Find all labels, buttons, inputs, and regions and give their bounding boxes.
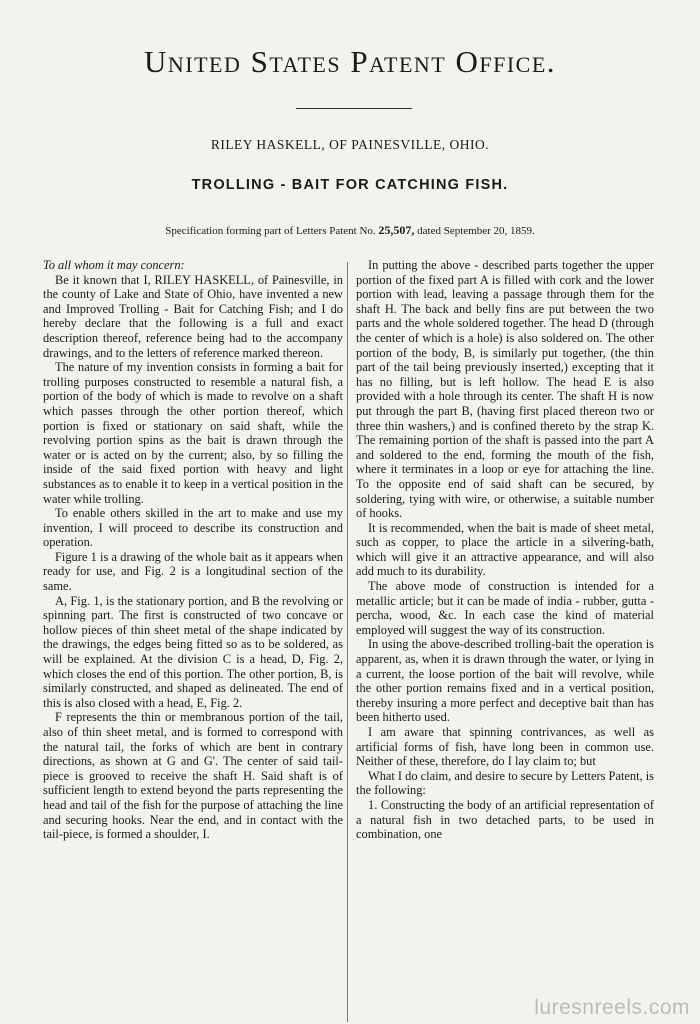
paragraph: It is recommended, when the bait is made of sheet metal, such as copper, to place the article in a silvering-bath, which will give it an attractive appearance, and will also add much to its durability. xyxy=(356,520,654,579)
claim-item: 1. Constructing the body of an artificial representation of a natural fish in two detached parts, to be used in combination, one xyxy=(356,797,654,842)
right-column xyxy=(356,258,654,842)
paragraph: A, Fig. 1, is the stationary portion, and B the revolving or spinning part. The first is constructed of two concave or hollow pieces of thin sheet metal of the shape indicated by the drawings, the edges being fitted so as to be soldered, as will be explained. At the division C is a head, D, Fig. 2, which closes the end of this portion. The other portion, B, is similarly constructed, and shaped as delineated. The end of this is also closed with a head, E, Fig. 2. xyxy=(43,593,343,710)
office-title: United States Patent Office. xyxy=(143,44,557,79)
watermark: luresnreels.com xyxy=(534,996,690,1019)
paragraph: The nature of my invention consists in forming a bait for trolling purposes constructed to resemble a natural fish, a portion of the body of which is made to revolve on a shaft which passes through the other portion thereof, which portion is fixed or stationary on said shaft, while the revolving portion spins as the bait is drawn through the water or is acted on by the current; also, by so filling the inside of the said fixed portion with heavy and light substances as to enable it to keep in a vertical position in the water while trolling. xyxy=(43,360,343,506)
invention-title: TROLLING - BAIT FOR CATCHING FISH. xyxy=(191,177,509,193)
paragraph: In putting the above - described parts together the upper portion of the fixed part A is filled with cork and the lower portion with lead, leaving a passage through them for the shaft H. The back and belly fins are put between the two parts and the whole soldered together. The head D (through the center of which is a hole) is also soldered on. The other portion of the body, B, is similarly put together, (the thin part of the tail being previously inserted,) excepting that it has no filling, but is left hollow. The head E is also provided with a hole through its center. The shaft H is now put through the part B, (having first placed thereon two or three thin washers,) and is confined thereto by the strap K. The remaining portion of the shaft is passed into the part A and soldered to the end, forming the mouth of the fish, where it terminates in a loop or eye for attaching the line. To the opposite end of said shaft can be secured, by soldering, tying with wire, or otherwise, a suitable number of hooks. xyxy=(356,258,654,521)
left-column xyxy=(43,258,343,842)
inventor-line: RILEY HASKELL, OF PAINESVILLE, OHIO. xyxy=(210,137,490,152)
paragraph: F represents the thin or membranous portion of the tail, also of thin sheet metal, and is formed to correspond with the natural tail, the forks of which are bent in contrary directions, as shown at G and G'. The center of said tail-piece is grooved to receive the shaft H. Said shaft is of sufficient length to extend beyond the parts representing the head and tail of the fish for the purpose of attaching the line and securing hooks. Near the end, and in contact with the tail-piece, is formed a shoulder, I. xyxy=(43,710,343,842)
paragraph: What I do claim, and desire to secure by Letters Patent, is the following: xyxy=(356,768,654,798)
paragraph: Figure 1 is a drawing of the whole bait as it appears when ready for use, and Fig. 2 is a longitudinal section of the same. xyxy=(43,549,343,594)
paragraph: To enable others skilled in the art to make and use my invention, I will proceed to describe its construction and operation. xyxy=(43,506,343,550)
patent-number: 25,507, xyxy=(378,223,415,237)
paragraph: I am aware that spinning contrivances, as well as artificial forms of fish, have long been in common use. Neither of these, therefore, do I lay claim to; but xyxy=(356,725,654,769)
column-divider xyxy=(347,262,348,1022)
spec-prefix: Specification forming part of Letters Patent No. xyxy=(165,225,376,237)
salutation: To all whom it may concern: xyxy=(43,258,185,272)
paragraph: Be it known that I, RILEY HASKELL, of Painesville, in the county of Lake and State of Ohio, have invented a new and Improved Trolling - Bait for Catching Fish; and I do hereby declare that the following is a full and exact description thereof, reference being had to the accompany drawings, and to the letters of reference marked thereon. xyxy=(43,272,343,360)
specification-line xyxy=(0,223,700,238)
paragraph: In using the above-described trolling-bait the operation is apparent, as, when it is drawn through the water, or lying in a current, the loose portion of the bait will revolve, while the other portion remains fixed and in a vertical position, thereby insuring a more perfect and deceptive bait than has been hitherto used. xyxy=(356,637,654,725)
spec-suffix: dated September 20, 1859. xyxy=(417,225,535,237)
paragraph: The above mode of construction is intended for a metallic article; but it can be made of india - rubber, gutta - percha, wood, &c. In each case the kind of material employed will suggest the way of its construction. xyxy=(356,579,654,637)
header-rule xyxy=(296,108,412,109)
